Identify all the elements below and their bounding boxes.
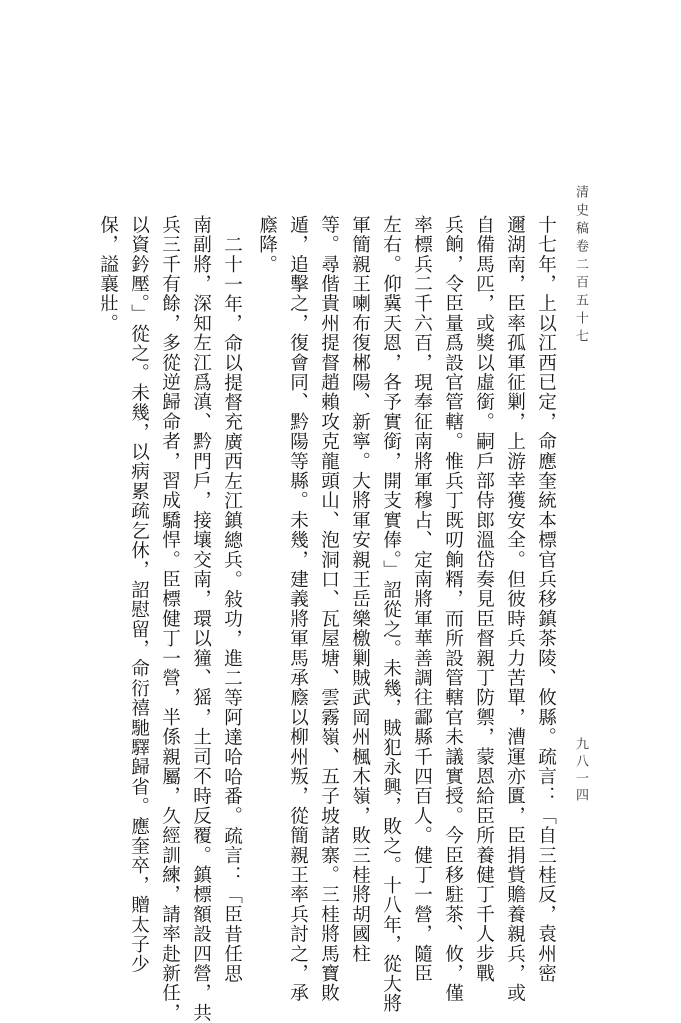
text-column: 二十一年，命以提督充廣西左江鎮總兵。敍功，進二等阿達哈哈番。疏言：「臣昔任思 [221,234,243,984]
text-column: 兵餉，令臣量爲設官管轄。惟兵丁既叨餉糈，而所設管轄官未議實授。今臣移駐茶、攸，僅 [442,215,464,1003]
text-column: 保，謚襄壯。 [97,215,119,334]
text-column: 率標兵二千六百，現奉征南將軍穆占、定南將軍華善調往酃縣千四百人。健丁一營，隨臣 [411,215,433,984]
text-column: 邇湖南，臣率孤軍征剿，上游幸獲安全。但彼時兵力苦單，漕運亦匱，臣捐貲贍養親兵，或 [504,215,526,1003]
text-column: 南副將，深知左江爲滇、黔門戶，接壤交南，環以獞、猺，土司不時反覆。鎮標額設四營，共 [190,215,212,1023]
text-column: 軍簡親王喇布復郴陽、新寧。大將軍安親王岳樂檄剿賊武岡州楓木嶺，敗三桂將胡國柱 [349,215,371,964]
text-column: 廕降。 [256,215,278,275]
text-column: 左右。仰冀天恩，各予實銜，開支實俸。」詔從之。未幾，賊犯永興，敗之。十八年，從大將 [380,215,402,1014]
text-column: 等。尋偕貴州提督趙賴攻克龍頭山、泡洞口、瓦屋塘、雲霧嶺、五子坡諸寨。三桂將馬寶敗 [318,215,340,1003]
text-column: 十七年，上以江西已定，命應奎統本標官兵移鎮茶陵、攸縣。疏言：「自三桂反，袁州密 [535,215,557,984]
text-column: 以資鈐壓。」從之。未幾，以病累疏乞休，詔慰留，命衍禧馳驛歸省。應奎卒，贈太子少 [128,215,150,974]
text-column: 兵三千有餘，多從逆歸命者，習成驕悍。臣標健丁一營，半係親屬，久經訓練，請率赴新任， [159,215,181,1023]
text-column: 自備馬匹，或獎以虛銜。嗣戶部侍郎溫岱奏見臣督親丁防禦，蒙恩給臣所養健丁千人步戰 [473,215,495,984]
page-number: 九八一四 [573,737,588,805]
text-column: 遁，追擊之，復會同、黔陽等縣。未幾，建義將軍馬承廕以柳州叛，從簡親王率兵討之，承 [287,215,309,1003]
running-header: 清史稿卷二百五十七 [573,185,588,347]
